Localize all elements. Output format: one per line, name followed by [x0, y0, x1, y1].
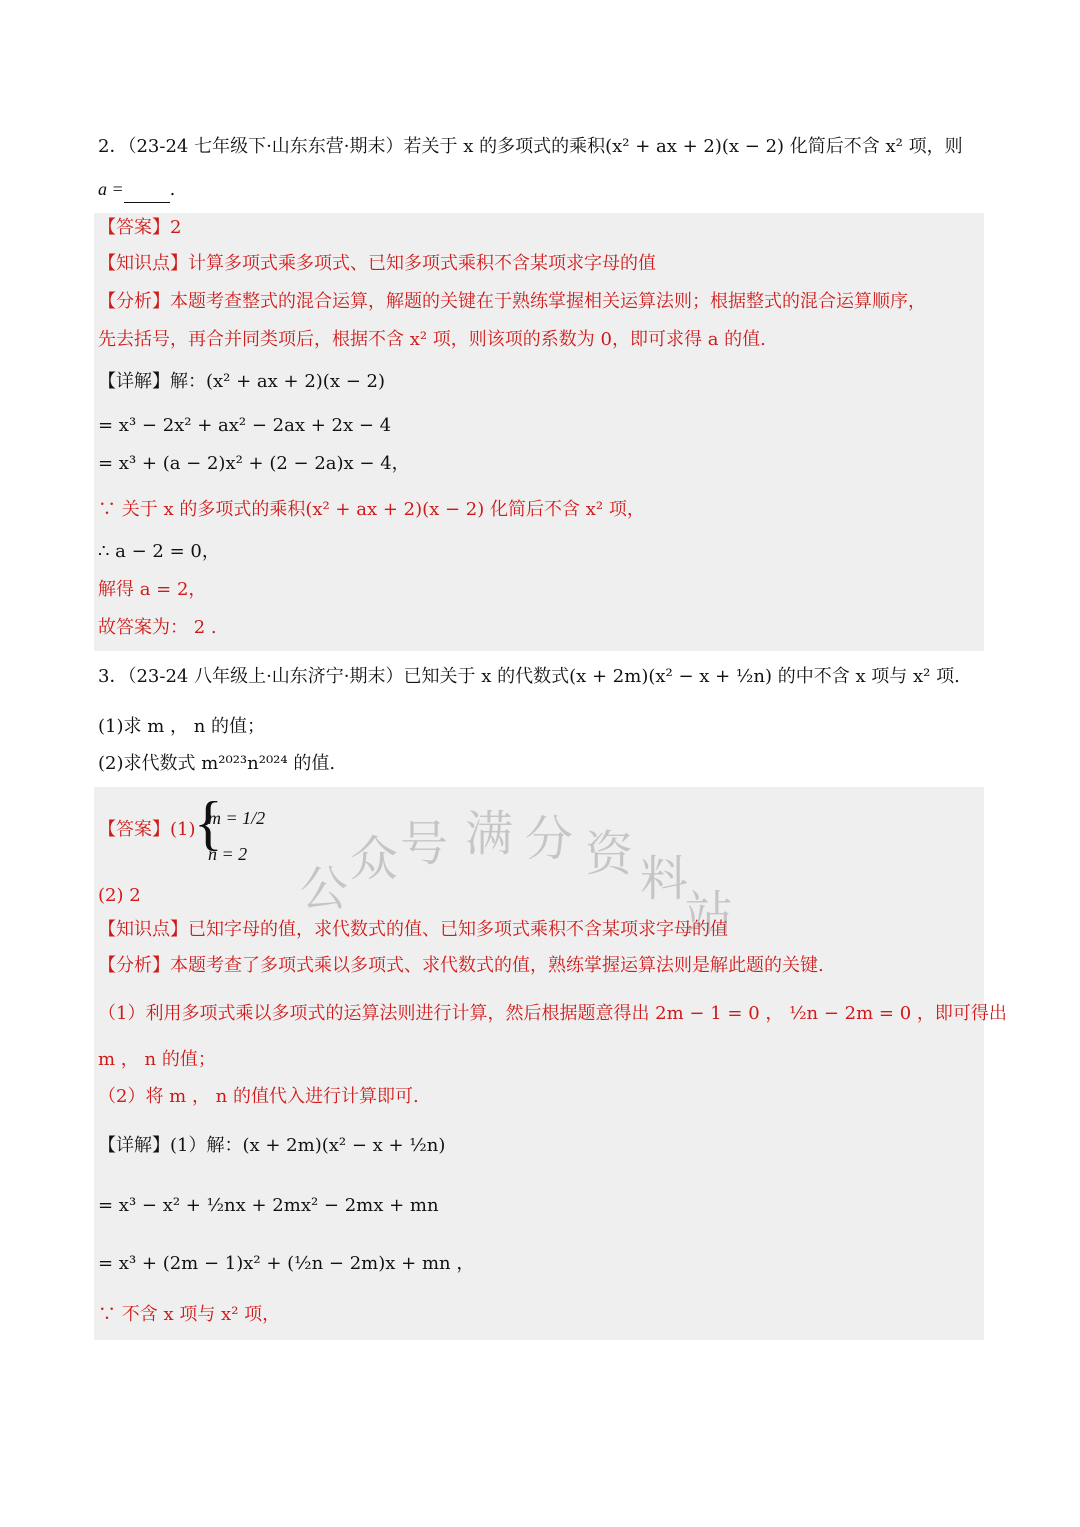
detail-line-7: 故答案为： 2 . [98, 617, 217, 638]
detail-3-line-4: ∵ 不含 x 项与 x² 项， [98, 1304, 281, 1325]
question-3-part-1: (1)求 m ， n 的值； [98, 716, 266, 737]
knowledge-line: 【知识点】计算多项式乘多项式、已知多项式乘积不含某项求字母的值 [98, 253, 656, 274]
detail-line-1: 【详解】解：(x² + ax + 2)(x − 2) [98, 371, 385, 392]
answer-text: 【答案】2 [98, 217, 182, 238]
answer-label: 【答案】(1) [98, 819, 196, 840]
detail-line-2: = x³ − 2x² + ax² − 2ax + 2x − 4 [98, 415, 392, 436]
watermark-char: 站 [685, 886, 742, 942]
watermark-char: 满 [465, 806, 522, 862]
solution-box-3 [94, 787, 1007, 1340]
answer-n: n = 2 [208, 844, 248, 864]
system-brace: { [194, 790, 223, 856]
answer-part-2-text: (2) 2 [98, 885, 141, 906]
detail-line-4: ∵ 关于 x 的多项式的乘积(x² + ax + 2)(x − 2) 化简后不含 x² 项， [98, 499, 645, 520]
question-2-line-2 [98, 176, 175, 203]
watermark-char: 公 [300, 861, 357, 917]
watermark-char: 料 [640, 851, 697, 907]
watermark-char: 号 [400, 816, 457, 872]
detail-line-5: ∴ a − 2 = 0， [98, 541, 220, 562]
watermark-char: 众 [350, 831, 407, 887]
answer-part-2 [98, 883, 141, 909]
answer-blank [124, 184, 170, 203]
detail-3-line-1: 【详解】(1）解：(x + 2m)(x² − x + ½n) [98, 1135, 446, 1156]
answer-m: m = 1/2 [208, 808, 266, 828]
detail-line-6: 解得 a = 2， [98, 579, 207, 600]
answer-line [98, 215, 181, 241]
question-3-part-2: (2)求代数式 m²⁰²³n²⁰²⁴ 的值. [98, 753, 336, 774]
watermark-char: 分 [525, 811, 582, 867]
solution-box-2 [94, 213, 984, 651]
analysis-line-3: 【分析】本题考查了多项式乘以多项式、求代数式的值，熟练掌握运算法则是解此题的关键. [98, 955, 824, 976]
detail-3-line-2: = x³ − x² + ½nx + 2mx² − 2mx + mn [98, 1195, 439, 1216]
watermark-char: 资 [585, 826, 642, 882]
line-end: . [169, 179, 176, 200]
detail-line-3: = x³ + (a − 2)x² + (2 − 2a)x − 4， [98, 453, 410, 474]
step-1-line-a: （1）利用多项式乘以多项式的运算法则进行计算，然后根据题意得出 2m − 1 = 0 ， ½n − 2m = 0 ，即可得出 [98, 1003, 1007, 1024]
step-1-line-b: m ， n 的值； [98, 1049, 216, 1070]
analysis-line-2: 先去括号，再合并同类项后，根据不含 x² 项，则该项的系数为 0，即可求得 a 的值. [98, 329, 766, 350]
knowledge-line-3: 【知识点】已知字母的值，求代数式的值、已知多项式乘积不含某项求字母的值 [98, 919, 728, 940]
question-2-line-1: 2．（23-24 七年级下·山东东营·期末）若关于 x 的多项式的乘积(x² + ax + 2)(x − 2) 化简后不含 x² 项，则 [98, 136, 963, 157]
answer-variable: a = [98, 179, 124, 199]
analysis-line-1: 【分析】本题考查整式的混合运算，解题的关键在于熟练掌握相关运算法则；根据整式的混合运算顺序， [98, 291, 926, 312]
detail-3-line-3: = x³ + (2m − 1)x² + (½n − 2m)x + mn ， [98, 1253, 475, 1274]
question-3-line-1: 3．（23-24 八年级上·山东济宁·期末）已知关于 x 的代数式(x + 2m)(x² − x + ½n) 的中不含 x 项与 x² 项. [98, 666, 960, 687]
step-2-line: （2）将 m ， n 的值代入进行计算即可. [98, 1086, 419, 1107]
